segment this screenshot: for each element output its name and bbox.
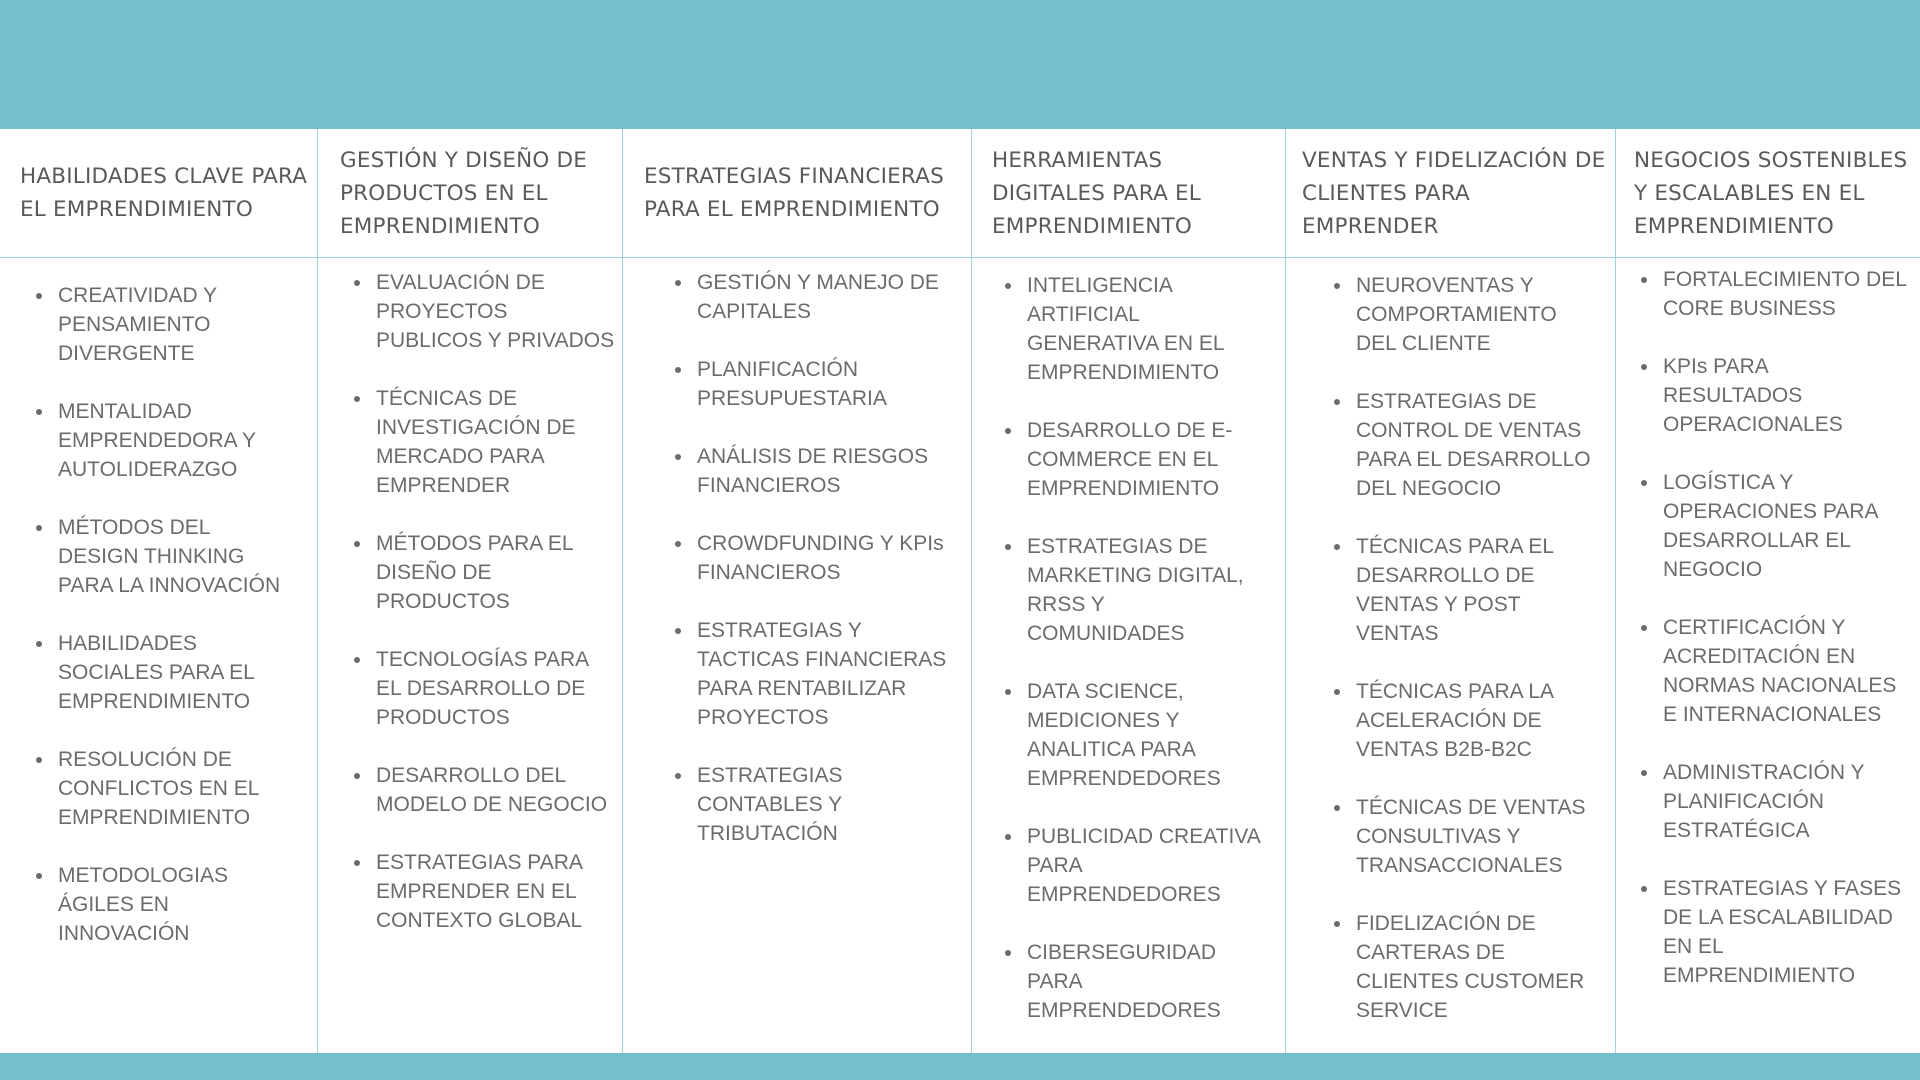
column-divider <box>1615 129 1616 1053</box>
column-list-financieras <box>697 268 947 877</box>
list-item: GESTIÓN Y MANEJO DE CAPITALES <box>697 268 947 326</box>
list-item: RESOLUCIÓN DE CONFLICTOS EN EL EMPRENDIMIENTO <box>58 745 288 832</box>
column-title: NEGOCIOS SOSTENIBLES Y ESCALABLES EN EL EMPRENDIMIENTO <box>1634 147 1908 239</box>
list-item: DESARROLLO DE E-COMMERCE EN EL EMPRENDIMIENTO <box>1027 416 1267 503</box>
list-item: TÉCNICAS PARA LA ACELERACIÓN DE VENTAS B2B-B2C <box>1356 677 1596 764</box>
list-item: DESARROLLO DEL MODELO DE NEGOCIO <box>376 761 616 819</box>
column-header-habilidades <box>20 129 312 257</box>
list-item: TECNOLOGÍAS PARA EL DESARROLLO DE PRODUCTOS <box>376 645 616 732</box>
list-item: INTELIGENCIA ARTIFICIAL GENERATIVA EN EL EMPRENDIMIENTO <box>1027 271 1267 387</box>
list-item: FORTALECIMIENTO DEL CORE BUSINESS <box>1663 265 1908 323</box>
column-divider <box>622 129 623 1053</box>
column-header-ventas <box>1302 129 1612 257</box>
list-item: MÉTODOS PARA EL DISEÑO DE PRODUCTOS <box>376 529 616 616</box>
column-divider <box>1285 129 1286 1053</box>
list-item: METODOLOGIAS ÁGILES EN INNOVACIÓN <box>58 861 288 948</box>
list-item: EVALUACIÓN DE PROYECTOS PUBLICOS Y PRIVADOS <box>376 268 616 355</box>
column-list-negocios <box>1663 265 1908 1019</box>
column-list-habilidades <box>58 281 288 977</box>
list-item: NEUROVENTAS Y COMPORTAMIENTO DEL CLIENTE <box>1356 271 1596 358</box>
list-item: CREATIVIDAD Y PENSAMIENTO DIVERGENTE <box>58 281 288 368</box>
list-item: ESTRATEGIAS PARA EMPRENDER EN EL CONTEXTO GLOBAL <box>376 848 616 935</box>
list-item: HABILIDADES SOCIALES PARA EL EMPRENDIMIENTO <box>58 629 288 716</box>
column-header-financieras <box>644 129 944 257</box>
column-header-herramientas <box>992 129 1262 257</box>
column-header-negocios <box>1634 129 1914 257</box>
header-divider <box>0 257 1920 258</box>
bottom-banner <box>0 1053 1920 1080</box>
list-item: TÉCNICAS PARA EL DESARROLLO DE VENTAS Y POST VENTAS <box>1356 532 1596 648</box>
list-item: ANÁLISIS DE RIESGOS FINANCIEROS <box>697 442 947 500</box>
list-item: TÉCNICAS DE INVESTIGACIÓN DE MERCADO PARA EMPRENDER <box>376 384 616 500</box>
list-item: FIDELIZACIÓN DE CARTERAS DE CLIENTES CUSTOMER SERVICE <box>1356 909 1596 1025</box>
list-item: ESTRATEGIAS Y FASES DE LA ESCALABILIDAD EN EL EMPRENDIMIENTO <box>1663 874 1908 990</box>
column-list-ventas <box>1356 271 1596 1054</box>
column-header-gestion <box>340 129 610 257</box>
list-item: CROWDFUNDING Y KPIs FINANCIEROS <box>697 529 947 587</box>
list-item: PLANIFICACIÓN PRESUPUESTARIA <box>697 355 947 413</box>
list-item: TÉCNICAS DE VENTAS CONSULTIVAS Y TRANSACCIONALES <box>1356 793 1596 880</box>
column-list-herramientas <box>1027 271 1267 1054</box>
column-title: HERRAMIENTAS DIGITALES PARA EL EMPRENDIMIENTO <box>992 147 1201 239</box>
list-item: CIBERSEGURIDAD PARA EMPRENDEDORES <box>1027 938 1267 1025</box>
list-item: KPIs PARA RESULTADOS OPERACIONALES <box>1663 352 1908 439</box>
list-item: LOGÍSTICA Y OPERACIONES PARA DESARROLLAR EL NEGOCIO <box>1663 468 1908 584</box>
list-item: MENTALIDAD EMPRENDEDORA Y AUTOLIDERAZGO <box>58 397 288 484</box>
column-title: ESTRATEGIAS FINANCIERAS PARA EL EMPRENDIMIENTO <box>644 164 944 222</box>
column-title: VENTAS Y FIDELIZACIÓN DE CLIENTES PARA EMPRENDER <box>1302 147 1606 239</box>
top-banner <box>0 0 1920 129</box>
column-divider <box>317 129 318 1053</box>
list-item: DATA SCIENCE, MEDICIONES Y ANALITICA PARA EMPRENDEDORES <box>1027 677 1267 793</box>
list-item: PUBLICIDAD CREATIVA PARA EMPRENDEDORES <box>1027 822 1267 909</box>
list-item: ESTRATEGIAS Y TACTICAS FINANCIERAS PARA RENTABILIZAR PROYECTOS <box>697 616 947 732</box>
column-title: GESTIÓN Y DISEÑO DE PRODUCTOS EN EL EMPRENDIMIENTO <box>340 147 588 239</box>
list-item: ADMINISTRACIÓN Y PLANIFICACIÓN ESTRATÉGICA <box>1663 758 1908 845</box>
list-item: CERTIFICACIÓN Y ACREDITACIÓN EN NORMAS NACIONALES E INTERNACIONALES <box>1663 613 1908 729</box>
list-item: ESTRATEGIAS DE MARKETING DIGITAL, RRSS Y COMUNIDADES <box>1027 532 1267 648</box>
column-title: HABILIDADES CLAVE PARA EL EMPRENDIMIENTO <box>20 164 308 222</box>
column-divider <box>971 129 972 1053</box>
list-item: ESTRATEGIAS DE CONTROL DE VENTAS PARA EL DESARROLLO DEL NEGOCIO <box>1356 387 1596 503</box>
column-list-gestion <box>376 268 616 964</box>
list-item: ESTRATEGIAS CONTABLES Y TRIBUTACIÓN <box>697 761 947 848</box>
list-item: MÉTODOS DEL DESIGN THINKING PARA LA INNOVACIÓN <box>58 513 288 600</box>
